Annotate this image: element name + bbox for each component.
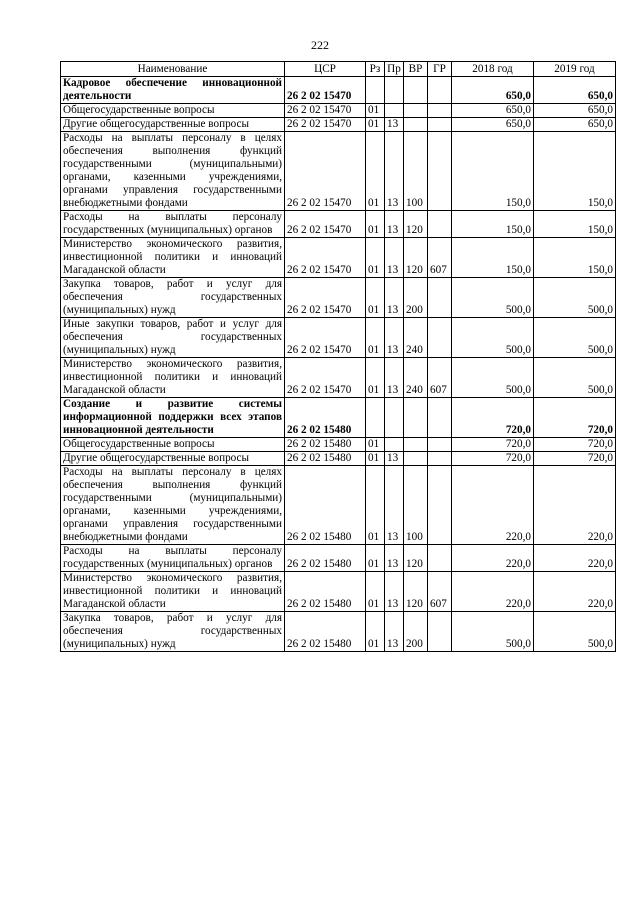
cell-vr <box>404 77 428 104</box>
cell-vr: 120 <box>404 545 428 572</box>
cell-2019: 500,0 <box>534 318 616 358</box>
cell-2018: 150,0 <box>452 211 534 238</box>
cell-2019: 720,0 <box>534 398 616 438</box>
cell-2018: 500,0 <box>452 318 534 358</box>
table-row <box>61 572 616 612</box>
cell-rz: 01 <box>366 238 385 278</box>
cell-2018: 500,0 <box>452 358 534 398</box>
cell-pr: 13 <box>385 318 404 358</box>
cell-pr: 13 <box>385 612 404 652</box>
cell-rz: 01 <box>366 612 385 652</box>
table-row <box>61 545 616 572</box>
table-row <box>61 104 616 118</box>
cell-csr: 26 2 02 15480 <box>285 398 366 438</box>
cell-csr: 26 2 02 15470 <box>285 278 366 318</box>
cell-2018: 650,0 <box>452 104 534 118</box>
table-row <box>61 211 616 238</box>
cell-gr: 607 <box>428 358 452 398</box>
cell-vr <box>404 452 428 466</box>
cell-gr <box>428 278 452 318</box>
cell-pr: 13 <box>385 572 404 612</box>
cell-gr <box>428 77 452 104</box>
cell-name: Кадровое обеспечение инновационной деятельности <box>61 77 285 104</box>
header-vr: ВР <box>404 62 428 77</box>
cell-2018: 150,0 <box>452 238 534 278</box>
cell-csr: 26 2 02 15470 <box>285 211 366 238</box>
cell-2019: 500,0 <box>534 358 616 398</box>
page-number: 222 <box>311 38 329 52</box>
cell-rz: 01 <box>366 452 385 466</box>
cell-2019: 720,0 <box>534 452 616 466</box>
cell-name: Расходы на выплаты персоналу в целях обеспечения выполнения функций государственными (муниципальными) органами, казенными учреждениями, органами управления государственными внебюджетными фондами <box>61 132 285 211</box>
cell-pr: 13 <box>385 358 404 398</box>
table-body <box>61 77 616 652</box>
table-row <box>61 77 616 104</box>
cell-2018: 220,0 <box>452 545 534 572</box>
cell-name: Общегосударственные вопросы <box>61 104 285 118</box>
cell-rz: 01 <box>366 572 385 612</box>
cell-name: Расходы на выплаты персоналу государственных (муниципальных) органов <box>61 545 285 572</box>
cell-rz: 01 <box>366 278 385 318</box>
cell-csr: 26 2 02 15470 <box>285 104 366 118</box>
cell-pr: 13 <box>385 545 404 572</box>
cell-name: Другие общегосударственные вопросы <box>61 118 285 132</box>
cell-name: Закупка товаров, работ и услуг для обеспечения государственных (муниципальных) нужд <box>61 278 285 318</box>
header-pr: Пр <box>385 62 404 77</box>
header-2018: 2018 год <box>452 62 534 77</box>
cell-2018: 220,0 <box>452 572 534 612</box>
cell-vr: 200 <box>404 612 428 652</box>
cell-2019: 500,0 <box>534 278 616 318</box>
cell-rz: 01 <box>366 118 385 132</box>
cell-2019: 220,0 <box>534 572 616 612</box>
table-row <box>61 452 616 466</box>
cell-vr: 240 <box>404 358 428 398</box>
cell-vr: 120 <box>404 572 428 612</box>
cell-pr: 13 <box>385 132 404 211</box>
cell-gr <box>428 438 452 452</box>
cell-gr: 607 <box>428 572 452 612</box>
cell-gr <box>428 211 452 238</box>
table-row <box>61 438 616 452</box>
cell-name: Министерство экономического развития, инвестиционной политики и инноваций Магаданской области <box>61 572 285 612</box>
cell-vr: 100 <box>404 466 428 545</box>
cell-gr <box>428 118 452 132</box>
table-row <box>61 132 616 211</box>
cell-csr: 26 2 02 15480 <box>285 612 366 652</box>
table-row <box>61 118 616 132</box>
cell-vr <box>404 118 428 132</box>
cell-rz: 01 <box>366 358 385 398</box>
table-row <box>61 398 616 438</box>
cell-2018: 500,0 <box>452 612 534 652</box>
cell-rz: 01 <box>366 318 385 358</box>
cell-pr <box>385 438 404 452</box>
cell-pr <box>385 398 404 438</box>
cell-name: Другие общегосударственные вопросы <box>61 452 285 466</box>
cell-2019: 220,0 <box>534 545 616 572</box>
cell-vr: 120 <box>404 211 428 238</box>
cell-csr: 26 2 02 15470 <box>285 358 366 398</box>
cell-2019: 650,0 <box>534 77 616 104</box>
cell-vr <box>404 398 428 438</box>
cell-gr <box>428 452 452 466</box>
table-row <box>61 238 616 278</box>
cell-pr: 13 <box>385 118 404 132</box>
cell-2018: 220,0 <box>452 466 534 545</box>
budget-table <box>60 61 616 652</box>
cell-2019: 720,0 <box>534 438 616 452</box>
cell-csr: 26 2 02 15470 <box>285 238 366 278</box>
cell-gr <box>428 466 452 545</box>
header-gr: ГР <box>428 62 452 77</box>
cell-vr: 240 <box>404 318 428 358</box>
cell-name: Расходы на выплаты персоналу в целях обеспечения выполнения функций государственными (муниципальными) органами, казенными учреждениями, органами управления государственными внебюджетными фондами <box>61 466 285 545</box>
cell-pr: 13 <box>385 466 404 545</box>
cell-rz: 01 <box>366 104 385 118</box>
cell-2018: 720,0 <box>452 438 534 452</box>
cell-pr: 13 <box>385 452 404 466</box>
cell-csr: 26 2 02 15480 <box>285 572 366 612</box>
cell-rz: 01 <box>366 466 385 545</box>
table-header-row <box>61 62 616 77</box>
cell-name: Министерство экономического развития, инвестиционной политики и инноваций Магаданской области <box>61 238 285 278</box>
cell-csr: 26 2 02 15470 <box>285 77 366 104</box>
cell-vr <box>404 438 428 452</box>
cell-csr: 26 2 02 15480 <box>285 452 366 466</box>
cell-pr <box>385 104 404 118</box>
cell-pr <box>385 77 404 104</box>
cell-name: Расходы на выплаты персоналу государственных (муниципальных) органов <box>61 211 285 238</box>
cell-gr <box>428 612 452 652</box>
cell-2018: 650,0 <box>452 118 534 132</box>
header-rz: Рз <box>366 62 385 77</box>
cell-rz: 01 <box>366 438 385 452</box>
cell-2019: 150,0 <box>534 132 616 211</box>
cell-2019: 150,0 <box>534 211 616 238</box>
cell-rz <box>366 398 385 438</box>
cell-pr: 13 <box>385 211 404 238</box>
cell-pr: 13 <box>385 278 404 318</box>
table-row <box>61 612 616 652</box>
cell-name: Министерство экономического развития, инвестиционной политики и инноваций Магаданской области <box>61 358 285 398</box>
cell-rz: 01 <box>366 545 385 572</box>
cell-vr <box>404 104 428 118</box>
cell-2018: 720,0 <box>452 452 534 466</box>
cell-2019: 500,0 <box>534 612 616 652</box>
cell-gr <box>428 545 452 572</box>
cell-2019: 650,0 <box>534 118 616 132</box>
cell-csr: 26 2 02 15470 <box>285 118 366 132</box>
cell-vr: 120 <box>404 238 428 278</box>
cell-2019: 650,0 <box>534 104 616 118</box>
cell-pr: 13 <box>385 238 404 278</box>
header-name: Наименование <box>61 62 285 77</box>
table-row <box>61 358 616 398</box>
header-csr: ЦСР <box>285 62 366 77</box>
cell-2018: 150,0 <box>452 132 534 211</box>
cell-csr: 26 2 02 15480 <box>285 438 366 452</box>
cell-name: Создание и развитие системы информационной поддержки всех этапов инновационной деятельности <box>61 398 285 438</box>
cell-csr: 26 2 02 15470 <box>285 132 366 211</box>
cell-gr <box>428 318 452 358</box>
cell-name: Общегосударственные вопросы <box>61 438 285 452</box>
cell-2019: 220,0 <box>534 466 616 545</box>
cell-rz: 01 <box>366 132 385 211</box>
cell-rz: 01 <box>366 211 385 238</box>
cell-vr: 100 <box>404 132 428 211</box>
cell-2018: 650,0 <box>452 77 534 104</box>
cell-vr: 200 <box>404 278 428 318</box>
table-row <box>61 318 616 358</box>
cell-name: Закупка товаров, работ и услуг для обеспечения государственных (муниципальных) нужд <box>61 612 285 652</box>
cell-gr <box>428 132 452 211</box>
table-row <box>61 278 616 318</box>
cell-2018: 720,0 <box>452 398 534 438</box>
cell-rz <box>366 77 385 104</box>
header-2019: 2019 год <box>534 62 616 77</box>
cell-gr <box>428 398 452 438</box>
cell-2018: 500,0 <box>452 278 534 318</box>
cell-csr: 26 2 02 15480 <box>285 466 366 545</box>
cell-2019: 150,0 <box>534 238 616 278</box>
cell-csr: 26 2 02 15480 <box>285 545 366 572</box>
cell-gr <box>428 104 452 118</box>
cell-gr: 607 <box>428 238 452 278</box>
cell-name: Иные закупки товаров, работ и услуг для обеспечения государственных (муниципальных) нужд <box>61 318 285 358</box>
cell-csr: 26 2 02 15470 <box>285 318 366 358</box>
table-row <box>61 466 616 545</box>
